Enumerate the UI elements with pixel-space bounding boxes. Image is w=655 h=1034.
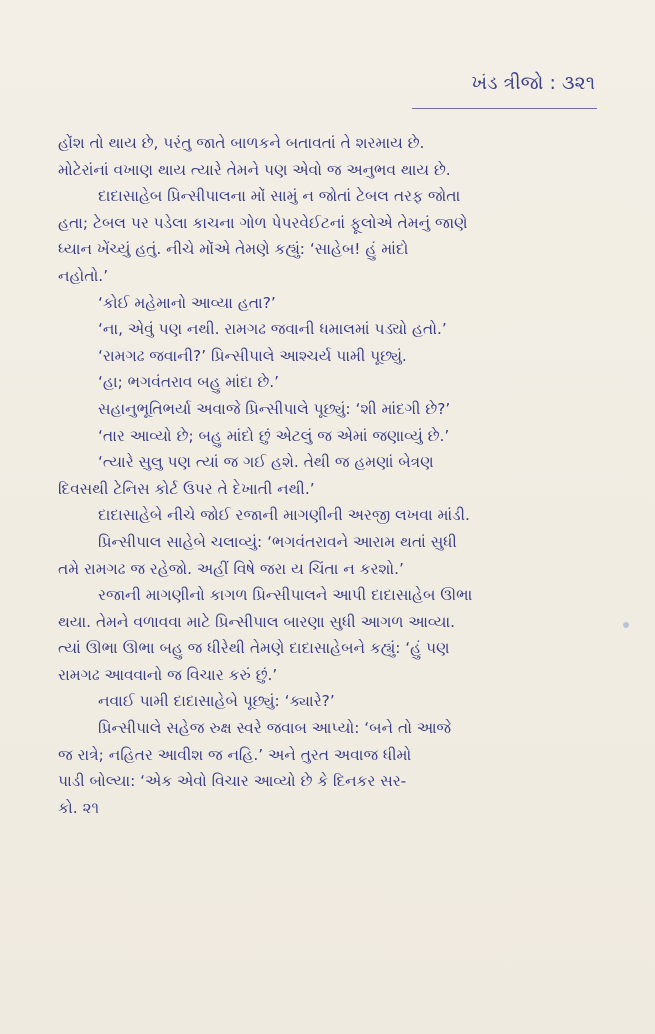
text-line: પ્રિન્સીપાલે સહેજ રુક્ષ સ્વરે જવાબ આપ્યો: ‘બને તો આજે [98, 719, 451, 738]
text-line: દાદાસાહેબે નીચે જોઈ રજાની માગણીની અરજી લખવા માંડી. [98, 506, 470, 525]
paper-spot [623, 622, 629, 628]
running-head: ખંડ ત્રીજો : ૩૨૧ [471, 72, 595, 94]
text-line: પ્રિન્સીપાલ સાહેબે ચલાવ્યું: ‘ભગવંતરાવને આરામ થતાં સુધી [98, 532, 457, 551]
text-line: નહોતો.’ [58, 266, 109, 285]
text-line: પાડી બોલ્યા: ‘એક એવો વિચાર આવ્યો છે કે દિનકર સર- [58, 772, 407, 791]
header-underline [412, 108, 597, 109]
text-line: તમે રામગઢ જ રહેજો. અહીં વિષે જરા ય ચિંતા ન કરશો.’ [58, 559, 404, 578]
text-line: ‘હા; ભગવંતરાવ બહુ માંદા છે.’ [98, 373, 280, 392]
body-text [58, 130, 603, 821]
text-line: ‘ના, એવું પણ નથી. રામગઢ જવાની ધમાલમાં પડ્યો હતો.’ [98, 320, 447, 339]
text-line: થયા. તેમને વળાવવા માટે પ્રિન્સીપાલ બારણા સુધી આગળ આવ્યા. [58, 612, 456, 631]
text-line: સહાનુભૂતિભર્યા અવાજે પ્રિન્સીપાલે પૂછ્યું: ‘શી માંદગી છે?’ [98, 399, 451, 418]
text-line: કો. ૨૧ [58, 798, 100, 817]
text-line: દાદાસાહેબ પ્રિન્સીપાલના મોં સામું ન જોતાં ટેબલ તરફ જોતા [98, 187, 461, 206]
text-line: મોટેરાંનાં વખાણ થાય ત્યારે તેમને પણ એવો જ અનુભવ થાય છે. [58, 160, 451, 179]
text-line: રામગઢ આવવાનો જ વિચાર કરું છું.’ [58, 665, 278, 684]
text-line: હતા; ટેબલ પર પડેલા કાચના ગોળ પેપરવેઈટનાં ફૂલોએ તેમનું જાણે [58, 213, 468, 232]
text-line: ‘રામગઢ જવાની?’ પ્રિન્સીપાલે આશ્ચર્ય પામી પૂછ્યું. [98, 346, 407, 365]
text-line: ‘ત્યારે સુલુ પણ ત્યાં જ ગઈ હશે. તેથી જ હમણાં બેત્રણ [98, 453, 434, 472]
text-line: ‘તાર આવ્યો છે; બહુ માંદો છું એટલું જ એમાં જણાવ્યું છે.’ [98, 426, 450, 445]
text-line: ધ્યાન ખેંચ્યું હતું. નીચે મોંએ તેમણે કહ્યું: ‘સાહેબ! હું માંદો [58, 240, 409, 259]
text-line: હોંશ તો થાય છે, પરંતુ જાતે બાળકને બતાવતાં તે શરમાય છે. [58, 134, 425, 152]
text-line: જ રાત્રે; નહિતર આવીશ જ નહિ.’ અને તુરત અવાજ ધીમો [58, 745, 412, 764]
text-line: રજાની માગણીનો કાગળ પ્રિન્સીપાલને આપી દાદાસાહેબ ઊભા [98, 586, 473, 605]
text-line: નવાઈ પામી દાદાસાહેબે પૂછ્યું: ‘ક્યારે?’ [98, 692, 335, 711]
text-line: દિવસથી ટેનિસ કોર્ટ ઉપર તે દેખાતી નથી.’ [58, 479, 315, 498]
text-line: ત્યાં ઊભા ઊભા બહુ જ ધીરેથી તેમણે દાદાસાહેબને કહ્યું: ‘હું પણ [58, 639, 450, 658]
text-line: ‘કોઈ મહેમાનો આવ્યા હતા?’ [98, 293, 276, 312]
